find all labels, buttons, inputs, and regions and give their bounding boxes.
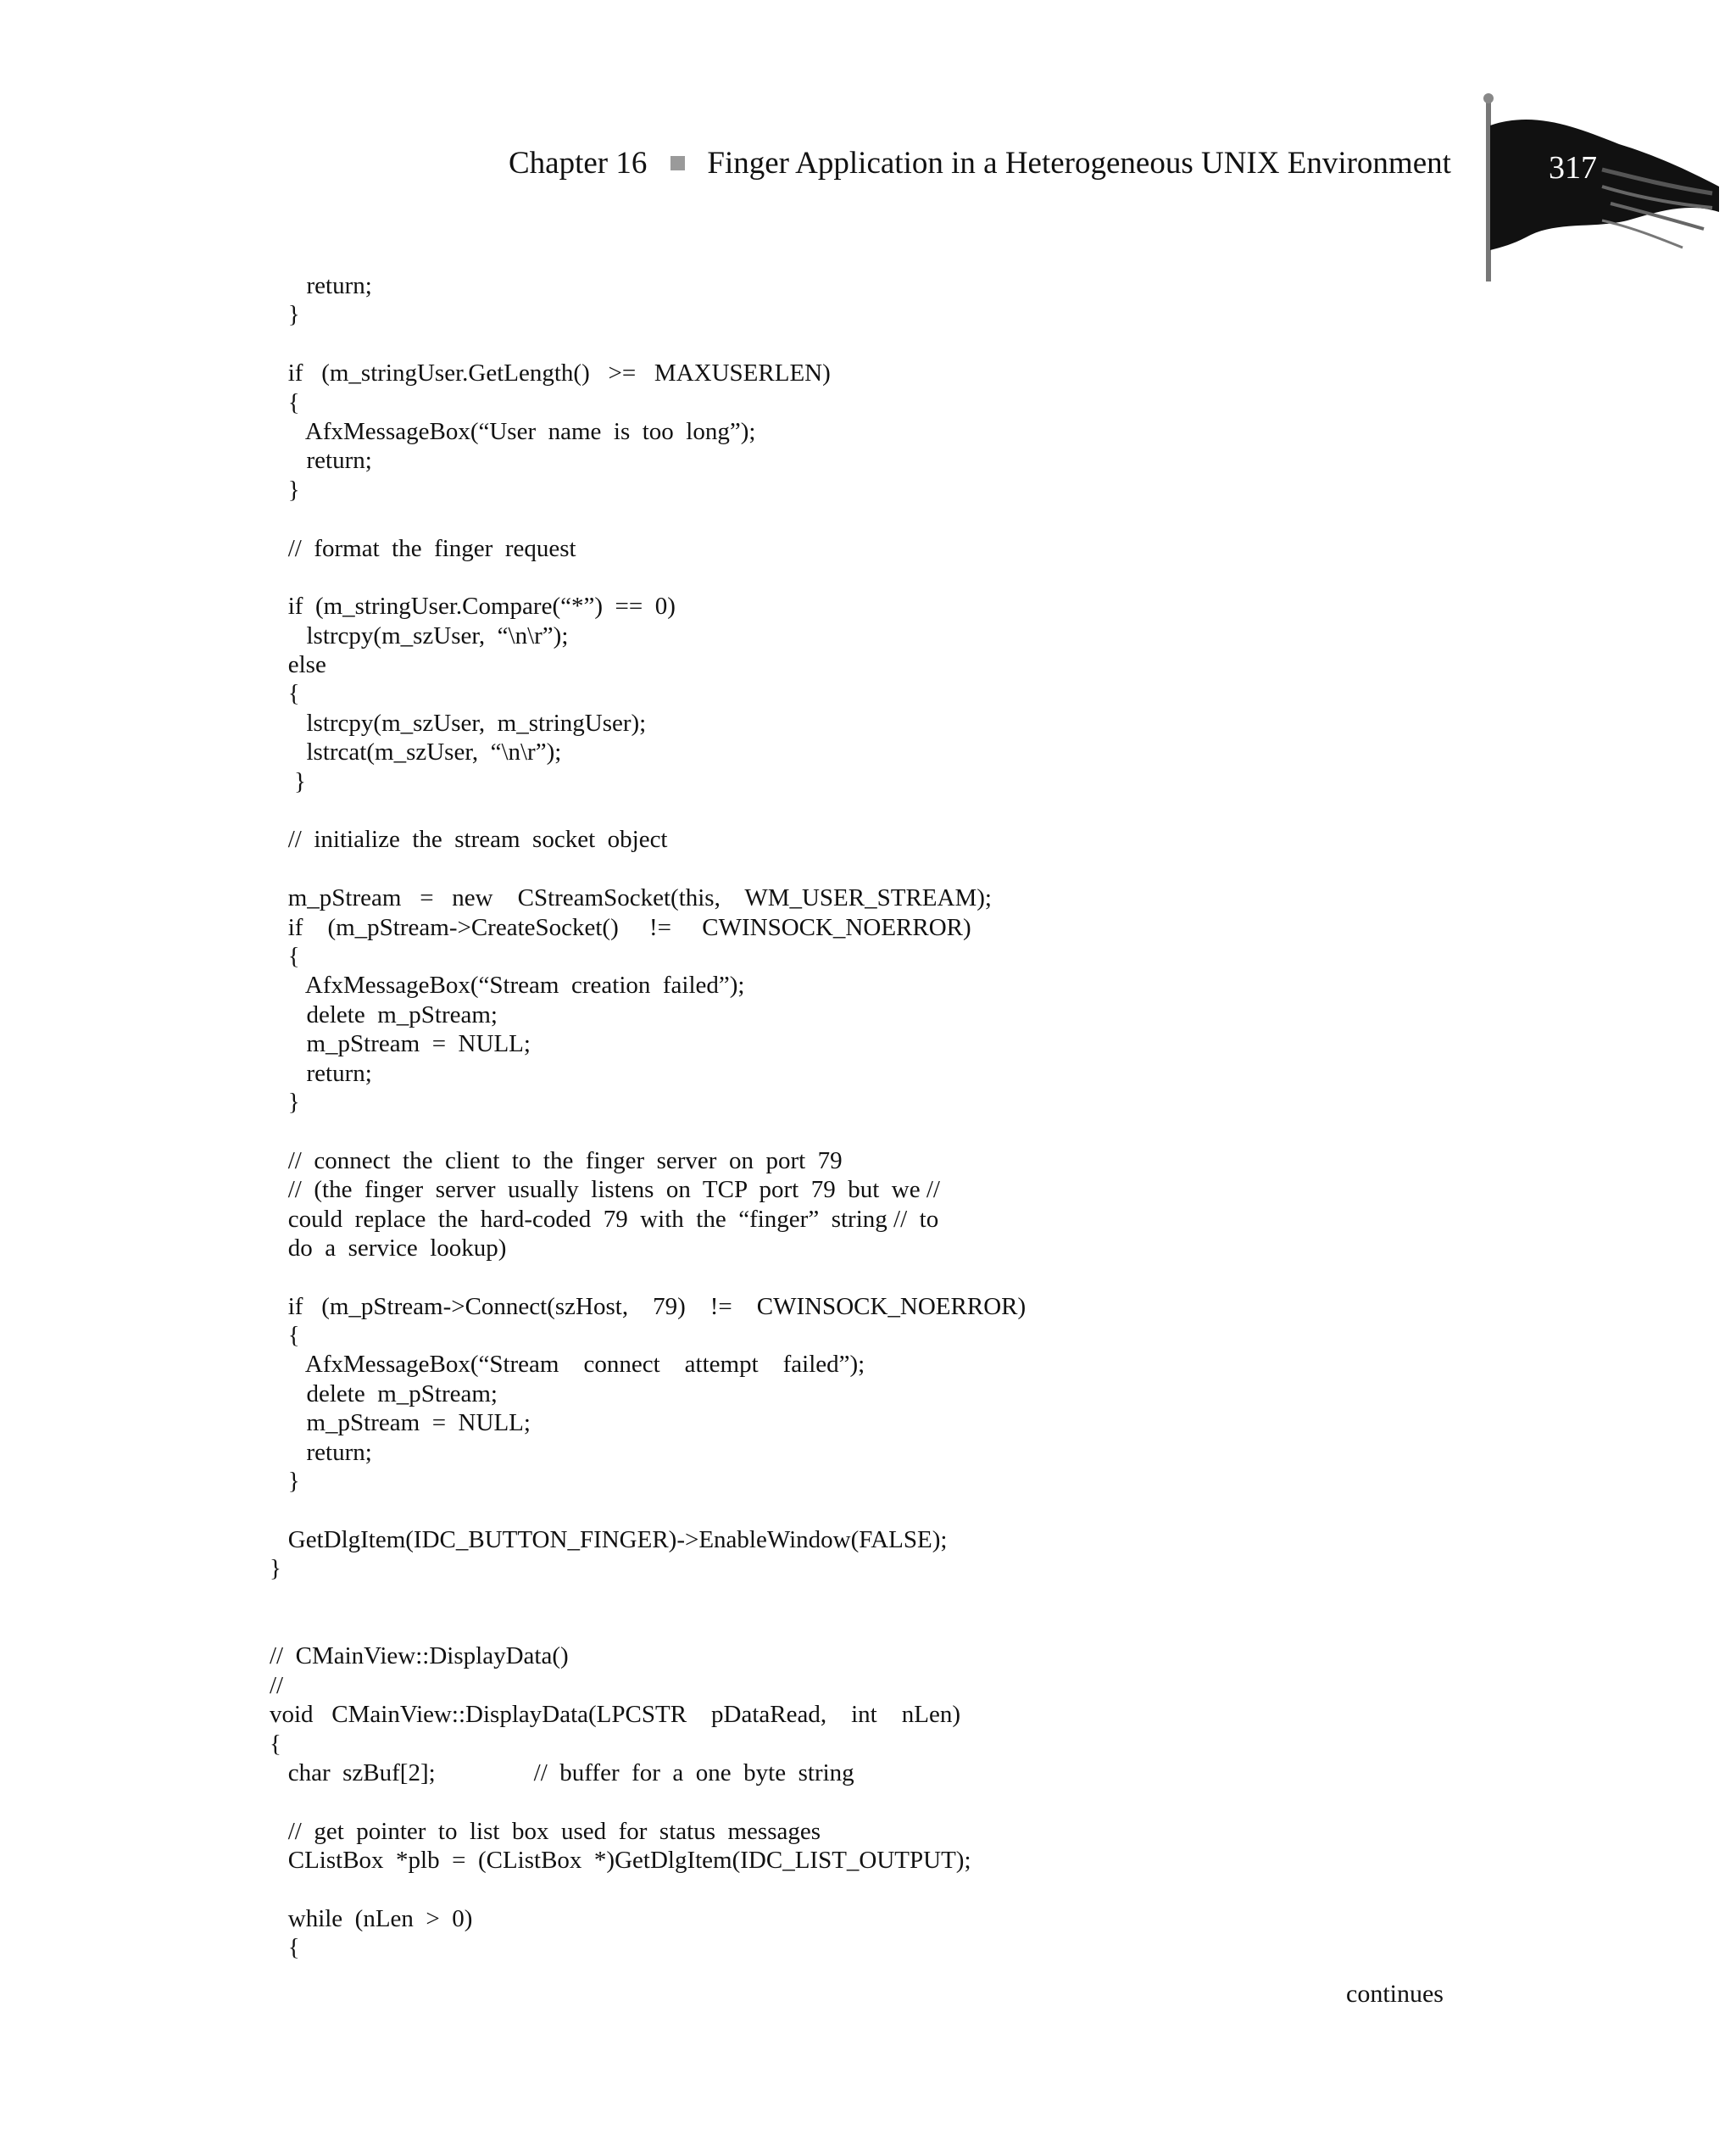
code-line: } <box>270 476 300 504</box>
code-line: } <box>270 1468 300 1496</box>
code-line: lstrcpy(m_szUser, m_stringUser); <box>270 709 647 737</box>
code-line: char szBuf[2]; // buffer for a one byte string <box>270 1758 854 1786</box>
code-line <box>270 796 1026 825</box>
code-line: { <box>270 1730 281 1758</box>
code-line: CListBox *plb = (CListBox *)GetDlgItem(IDC_LIST_OUTPUT); <box>270 1847 971 1875</box>
code-line: // <box>270 1671 284 1699</box>
code-line: } <box>270 301 300 329</box>
code-line: AfxMessageBox(“Stream creation failed”); <box>270 972 745 1000</box>
code-line: if (m_stringUser.GetLength() >= MAXUSERLEN) <box>270 359 831 387</box>
code-line: if (m_pStream->CreateSocket() != CWINSOCK_NOERROR) <box>270 913 971 941</box>
code-line: } <box>270 1555 281 1583</box>
code-line: AfxMessageBox(“User name is too long”); <box>270 417 756 445</box>
chapter-title: Finger Application in a Heterogeneous UNIX Environment <box>707 145 1451 181</box>
code-line: lstrcat(m_szUser, “\n\r”); <box>270 738 562 766</box>
code-line: lstrcpy(m_szUser, “\n\r”); <box>270 621 569 649</box>
code-line <box>270 1875 1026 1903</box>
code-line: // format the finger request <box>270 534 576 562</box>
page-number: 317 <box>1549 150 1597 186</box>
code-line: // (the finger server usually listens on TCP port 79 but we // <box>270 1176 940 1204</box>
code-line: delete m_pStream; <box>270 1379 498 1407</box>
code-line: m_pStream = NULL; <box>270 1030 531 1058</box>
code-line: { <box>270 680 300 708</box>
code-line: // initialize the stream socket object <box>270 826 668 854</box>
code-line <box>270 1787 1026 1816</box>
code-listing <box>270 271 1026 1963</box>
code-line: if (m_stringUser.Compare(“*”) == 0) <box>270 593 676 621</box>
code-line: could replace the hard-coded 79 with the “finger” string // to <box>270 1205 939 1233</box>
code-line: } <box>270 767 306 795</box>
code-line: { <box>270 388 300 416</box>
code-line: return; <box>270 1059 372 1087</box>
code-line: // connect the client to the finger server on port 79 <box>270 1146 843 1174</box>
square-bullet-icon <box>670 156 685 170</box>
code-line <box>270 330 1026 359</box>
code-line: // get pointer to list box used for status messages <box>270 1817 821 1845</box>
code-line: return; <box>270 272 372 299</box>
code-line <box>270 1584 1026 1613</box>
code-line <box>270 1262 1026 1291</box>
code-line <box>270 1613 1026 1641</box>
code-line: m_pStream = NULL; <box>270 1409 531 1437</box>
waving-flag-icon <box>1475 93 1729 288</box>
code-line: delete m_pStream; <box>270 1000 498 1028</box>
code-line <box>270 563 1026 592</box>
code-line: GetDlgItem(IDC_BUTTON_FINGER)->EnableWindow(FALSE); <box>270 1525 948 1553</box>
code-line <box>270 1496 1026 1524</box>
code-line: { <box>270 1934 300 1962</box>
code-line: // CMainView::DisplayData() <box>270 1642 569 1670</box>
code-line: { <box>270 1322 300 1350</box>
continues-note: continues <box>1346 1980 1444 2008</box>
code-line: do a service lookup) <box>270 1234 507 1262</box>
code-line: else <box>270 651 326 679</box>
code-line: return; <box>270 447 372 475</box>
code-line: AfxMessageBox(“Stream connect attempt failed”); <box>270 1351 865 1379</box>
running-header <box>509 137 1451 188</box>
chapter-label: Chapter 16 <box>509 145 648 181</box>
code-line: if (m_pStream->Connect(szHost, 79) != CWINSOCK_NOERROR) <box>270 1292 1027 1320</box>
code-line: return; <box>270 1438 372 1466</box>
code-line <box>270 504 1026 533</box>
code-line <box>270 855 1026 883</box>
code-line: void CMainView::DisplayData(LPCSTR pDataRead, int nLen) <box>270 1701 960 1729</box>
code-line <box>270 1117 1026 1145</box>
code-line: } <box>270 1088 300 1116</box>
code-line: while (nLen > 0) <box>270 1904 473 1932</box>
code-line: m_pStream = new CStreamSocket(this, WM_USER_STREAM); <box>270 884 992 912</box>
code-line: { <box>270 942 300 970</box>
